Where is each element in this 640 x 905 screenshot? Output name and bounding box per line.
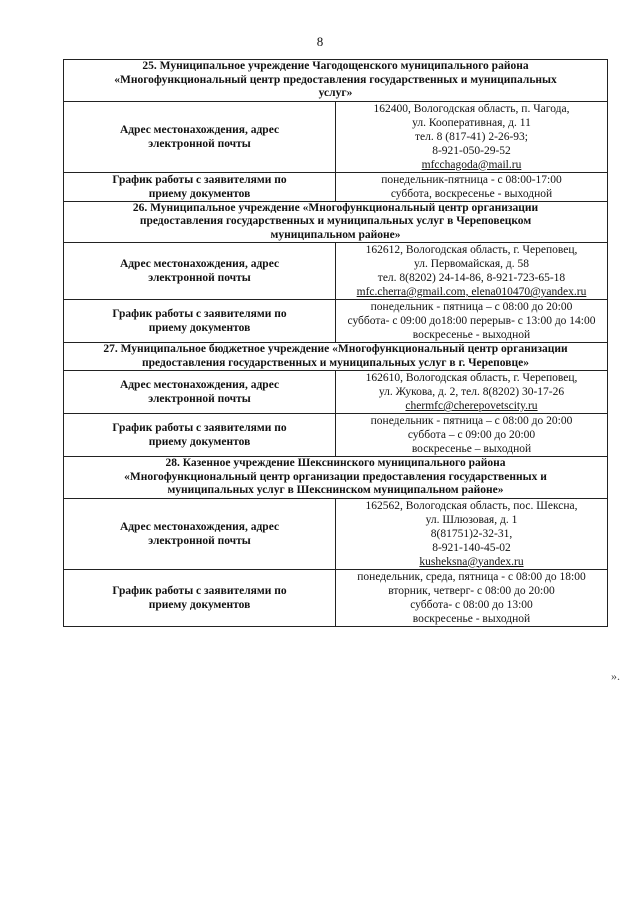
- address-row: [64, 243, 608, 300]
- label-line: приему документов: [148, 436, 251, 448]
- label-line: электронной почты: [148, 137, 251, 150]
- address-value: [336, 243, 608, 300]
- section-heading: [64, 60, 608, 102]
- label-line: Адрес местонахождения, адрес: [119, 520, 280, 533]
- schedule-line: понедельник, среда, пятница - с 08:00 до 18:00: [357, 570, 586, 583]
- section-header-row: [64, 457, 608, 499]
- address-row: [64, 101, 608, 172]
- label-line: График работы с заявителями по: [112, 422, 287, 434]
- schedule-row: [64, 172, 608, 201]
- label-line: электронной почты: [148, 272, 251, 284]
- address-line: 162562, Вологодская область, пос. Шексна,: [365, 499, 578, 512]
- schedule-line: понедельник - пятница – с 08:00 до 20:00: [370, 301, 573, 313]
- schedule-value: [336, 172, 608, 201]
- section-header-row: [64, 60, 608, 102]
- schedule-row: [64, 414, 608, 457]
- label-line: График работы с заявителями по: [112, 308, 287, 320]
- address-line: 8-921-140-45-02: [432, 541, 511, 554]
- schedule-line: суббота- с 09:00 до18:00 перерыв- с 13:00 до 14:00: [347, 315, 596, 327]
- section-header-row: [64, 343, 608, 371]
- address-line: 162612, Вологодская область, г. Череповец,: [365, 244, 578, 256]
- heading-line: 27. Муниципальное бюджетное учреждение «Многофункциональный центр организации: [103, 343, 568, 355]
- address-value: [336, 371, 608, 414]
- heading-line: услуг»: [318, 87, 353, 99]
- address-label: [64, 498, 336, 569]
- heading-line: 28. Казенное учреждение Шекснинского муниципального района: [165, 457, 506, 469]
- section-heading: [64, 201, 608, 243]
- schedule-line: понедельник - пятница – с 08:00 до 20:00: [370, 415, 573, 427]
- address-line: ул. Шлюзовая, д. 1: [425, 513, 518, 526]
- label-line: Адрес местонахождения, адрес: [119, 123, 280, 136]
- schedule-value: [336, 414, 608, 457]
- address-label: [64, 101, 336, 172]
- address-label: [64, 243, 336, 300]
- address-line: 8-921-050-29-52: [432, 144, 511, 157]
- schedule-row: [64, 569, 608, 626]
- address-value: [336, 101, 608, 172]
- section-heading: [64, 343, 608, 371]
- heading-line: «Многофункциональный центр предоставления государственных и муниципальных: [114, 73, 557, 86]
- label-line: электронной почты: [148, 534, 251, 547]
- label-line: График работы с заявителями по: [112, 584, 287, 597]
- heading-line: предоставления государственных и муниципальных услуг в Череповецком: [139, 215, 532, 227]
- schedule-row: [64, 300, 608, 343]
- schedule-label: [64, 414, 336, 457]
- address-row: [64, 498, 608, 569]
- schedule-value: [336, 300, 608, 343]
- schedule-label: [64, 300, 336, 343]
- page-number: 8: [316, 34, 324, 49]
- schedule-label: [64, 172, 336, 201]
- schedule-label: [64, 569, 336, 626]
- schedule-line: воскресенье – выходной: [411, 443, 532, 455]
- address-line: 8(81751)2-32-31,: [430, 527, 513, 540]
- label-line: электронной почты: [148, 393, 251, 405]
- schedule-value: [336, 569, 608, 626]
- address-line: тел. 8 (817-41) 2-26-93;: [415, 130, 528, 143]
- label-line: Адрес местонахождения, адрес: [119, 379, 280, 391]
- address-line: 162400, Вологодская область, п. Чагода,: [373, 102, 570, 115]
- label-line: приему документов: [148, 598, 251, 611]
- schedule-line: понедельник-пятница - с 08:00-17:00: [381, 173, 562, 186]
- email-link[interactable]: kusheksna@yandex.ru: [419, 555, 524, 568]
- section-header-row: [64, 201, 608, 243]
- schedule-line: суббота – с 09:00 до 20:00: [407, 429, 536, 441]
- address-line: ул. Первомайская, д. 58: [414, 258, 529, 270]
- email-link[interactable]: mfcchagoda@mail.ru: [421, 158, 522, 171]
- address-line: 162610, Вологодская область, г. Череповец,: [365, 372, 578, 384]
- mfc-table: [63, 59, 608, 627]
- closing-quote-mark: ».: [611, 669, 620, 683]
- email-link[interactable]: chermfc@cherepovetscity.ru: [405, 400, 538, 412]
- heading-line: муниципальных услуг в Шекснинском муниципальном районе»: [167, 484, 504, 496]
- address-line: ул. Кооперативная, д. 11: [412, 116, 531, 129]
- label-line: График работы с заявителями по: [112, 173, 287, 186]
- address-value: [336, 498, 608, 569]
- heading-line: «Многофункциональный центр организации предоставления государственных и: [124, 470, 547, 483]
- section-heading: [64, 457, 608, 499]
- schedule-line: суббота, воскресенье - выходной: [390, 187, 553, 200]
- heading-line: муниципальном районе»: [270, 228, 401, 241]
- address-line: ул. Жукова, д. 2, тел. 8(8202) 30-17-26: [378, 386, 565, 398]
- email-link[interactable]: mfc.cherra@gmail.com, elena010470@yandex.ru: [356, 286, 587, 298]
- heading-line: предоставления государственных и муниципальных услуг в г. Череповце»: [142, 356, 529, 369]
- address-label: [64, 371, 336, 414]
- schedule-line: воскресенье - выходной: [412, 612, 531, 625]
- label-line: приему документов: [148, 187, 251, 200]
- heading-line: 26. Муниципальное учреждение «Многофункциональный центр организации: [132, 201, 539, 214]
- schedule-line: суббота- с 08:00 до 13:00: [410, 598, 533, 611]
- label-line: Адрес местонахождения, адрес: [119, 258, 280, 270]
- heading-line: 25. Муниципальное учреждение Чагодощенского муниципального района: [142, 60, 529, 72]
- schedule-line: воскресенье - выходной: [412, 329, 531, 341]
- address-row: [64, 371, 608, 414]
- label-line: приему документов: [148, 322, 251, 334]
- schedule-line: вторник, четверг- с 08:00 до 20:00: [388, 584, 555, 597]
- address-line: тел. 8(8202) 24-14-86, 8-921-723-65-18: [377, 272, 566, 284]
